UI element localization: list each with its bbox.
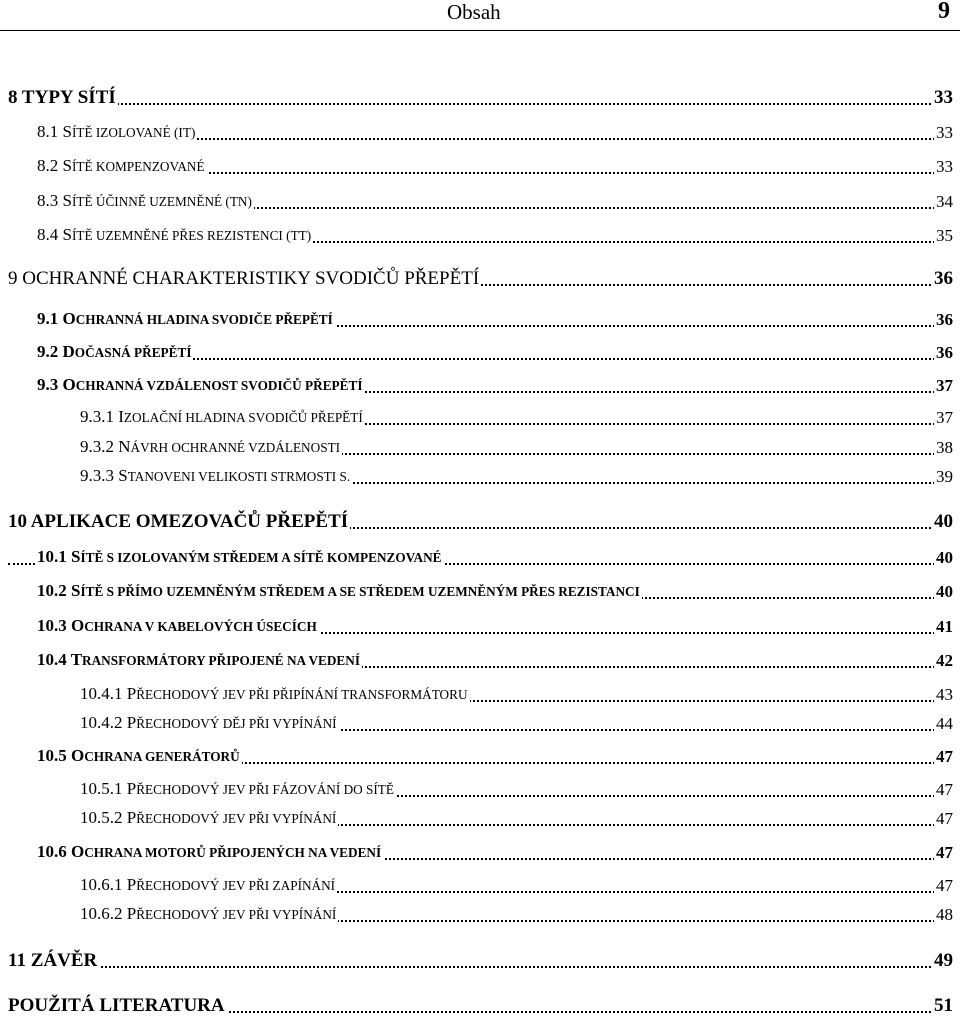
entry-title-initial: T (21, 87, 35, 108)
entry-title: ÍTĚ KOMPENZOVANÉ (71, 159, 205, 174)
entry-number: 10.1 (37, 547, 67, 566)
entry-title: CHRANNÁ HLADINA SVODIČE PŘEPĚTÍ (75, 312, 333, 327)
entry-title-initial: P (126, 779, 137, 798)
entry-number: 9 (8, 268, 18, 289)
entry-title-initial: P (8, 995, 20, 1016)
entry-page: 48 (934, 903, 953, 927)
entry-page: 33 (934, 121, 953, 145)
toc-entry[interactable] (0, 265, 960, 291)
toc-entry[interactable] (0, 222, 960, 248)
entry-number: 8.4 (37, 225, 59, 244)
entry-number: 10.5 (37, 746, 67, 765)
entry-title: ZOLAČNÍ HLADINA SVODIČŮ PŘEPĚTÍ (123, 410, 363, 425)
header-rule (0, 30, 960, 31)
toc-entry[interactable] (0, 463, 960, 489)
toc-entry[interactable] (0, 681, 960, 707)
entry-page: 47 (934, 874, 953, 898)
entry-title: APLIKACE OMEZOVAČŮ PŘEPĚTÍ (30, 511, 349, 532)
entry-number: 9.2 (37, 342, 59, 361)
toc-entry[interactable] (0, 647, 960, 673)
entry-title: ÍTĚ S IZOLOVANÝM STŘEDEM A SÍTĚ KOMPENZOVANÉ (80, 550, 442, 565)
toc-entry[interactable] (0, 188, 960, 214)
entry-title-initial: P (126, 684, 137, 703)
entry-page: 39 (934, 465, 953, 489)
toc-entry[interactable] (0, 153, 960, 179)
entry-number: 10.5.2 (80, 808, 123, 827)
entry-number: 9.3.3 (80, 466, 114, 485)
toc-entry[interactable] (0, 901, 960, 927)
entry-page: 44 (934, 712, 953, 736)
entry-title-initial: I (118, 407, 124, 426)
entry-title: ÁVĚR (43, 950, 98, 971)
entry-page: 34 (934, 190, 953, 214)
entry-number: 8.2 (37, 156, 59, 175)
entry-title: CHRANA GENERÁTORŮ (84, 749, 240, 764)
toc-entry[interactable] (0, 339, 960, 365)
entry-title-initial: P (126, 808, 137, 827)
toc-entry[interactable] (0, 805, 960, 831)
entry-page: 43 (934, 683, 953, 707)
entry-number: 10.6.1 (80, 875, 123, 894)
page-header (0, 0, 960, 30)
entry-title-initial: D (62, 342, 75, 361)
entry-page: 40 (934, 546, 953, 570)
entry-title: RANSFORMÁTORY PŘIPOJENÉ NA VEDENÍ (82, 653, 360, 668)
toc-entry[interactable] (0, 508, 960, 534)
toc-entry[interactable] (0, 306, 960, 332)
entry-number: 10.5.1 (80, 779, 123, 798)
entry-page: 40 (934, 580, 953, 604)
toc-entry[interactable] (0, 710, 960, 736)
toc-entry[interactable] (0, 839, 960, 865)
entry-title-initial: S (62, 156, 72, 175)
entry-page: 47 (934, 778, 953, 802)
entry-number: 10.6.2 (80, 904, 123, 923)
entry-page: 40 (934, 511, 953, 532)
entry-title: OUŽITÁ LITERATURA (19, 995, 225, 1016)
entry-number: 10.4 (37, 650, 67, 669)
entry-number: 9.3 (37, 375, 59, 394)
dot-leader (8, 966, 951, 968)
entry-title-initial: S (62, 191, 72, 210)
entry-page: 35 (934, 224, 953, 248)
entry-number: 10 (8, 511, 27, 532)
entry-title: ŘECHODOVÝ DĚJ PŘI VYPÍNÁNÍ (136, 716, 337, 731)
entry-page: 49 (934, 950, 953, 971)
toc-entry[interactable] (0, 119, 960, 145)
entry-number: 10.4.2 (80, 713, 123, 732)
entry-page: 47 (934, 807, 953, 831)
toc-entry[interactable] (0, 84, 960, 110)
toc-entry[interactable] (0, 434, 960, 460)
entry-title: ŘECHODOVÝ JEV PŘI ZAPÍNÁNÍ (136, 878, 336, 893)
dot-leader (8, 103, 951, 105)
entry-title-initial: N (118, 437, 131, 456)
header-page-number: 9 (938, 0, 950, 24)
entry-title: ÍTĚ IZOLOVANÉ (IT) (71, 125, 196, 140)
toc-entry[interactable] (0, 776, 960, 802)
entry-title: TANOVENI VELIKOSTI STRMOSTI S. (127, 469, 351, 484)
entry-title: OCHRANNÉ CHARAKTERISTIKY SVODIČŮ PŘEPĚTÍ (22, 268, 480, 289)
entry-number: 9.3.1 (80, 407, 114, 426)
entry-title: CHRANA V KABELOVÝCH ÚSECÍCH (84, 619, 317, 634)
entry-page: 42 (934, 649, 953, 673)
entry-page: 36 (934, 308, 953, 332)
entry-number: 10.3 (37, 616, 67, 635)
header-title: Obsah (447, 0, 501, 24)
entry-title: OČASNÁ PŘEPĚTÍ (74, 345, 192, 360)
entry-title: ŘECHODOVÝ JEV PŘI VYPÍNÁNÍ (136, 811, 337, 826)
toc-entry[interactable] (0, 578, 960, 604)
entry-page: 47 (934, 745, 953, 769)
entry-page: 38 (934, 436, 953, 460)
entry-page: 36 (934, 268, 953, 289)
entry-title: CHRANA MOTORŮ PŘIPOJENÝCH NA VEDENÍ (84, 845, 382, 860)
entry-title-initial: O (71, 616, 85, 635)
entry-page: 37 (934, 406, 953, 430)
entry-title: ÍTĚ S PŘÍMO UZEMNĚNÝM STŘEDEM A SE STŘEDEM UZEMNĚNÝM PŘES REZISTANCI (80, 584, 640, 599)
entry-title-initial: P (126, 875, 137, 894)
entry-title: ŘECHODOVÝ JEV PŘI FÁZOVÁNÍ DO SÍTĚ (136, 782, 394, 797)
toc-entry[interactable] (0, 613, 960, 639)
entry-title: ÁVRH OCHRANNÉ VZDÁLENOSTI (130, 440, 341, 455)
entry-title: ÍTĚ UZEMNĚNÉ PŘES REZISTENCI (TT) (71, 228, 312, 243)
toc-entry[interactable] (0, 743, 960, 769)
entry-title-initial: S (118, 466, 128, 485)
entry-title-initial: S (71, 547, 81, 566)
entry-title-initial: P (126, 904, 137, 923)
toc-entry[interactable] (0, 992, 960, 1018)
toc-entry[interactable] (0, 404, 960, 430)
entry-title-initial: O (62, 309, 76, 328)
entry-page: 36 (934, 341, 953, 365)
entry-number: 9.1 (37, 309, 59, 328)
entry-page: 41 (934, 615, 953, 639)
entry-title-initial: S (71, 581, 81, 600)
entry-number: 9.3.2 (80, 437, 114, 456)
toc-entry[interactable] (0, 947, 960, 973)
entry-title: ÍTĚ ÚČINNĚ UZEMNĚNÉ (TN) (71, 194, 252, 209)
entry-page: 51 (934, 995, 953, 1016)
entry-title: CHRANNÁ VZDÁLENOST SVODIČŮ PŘEPĚTÍ (75, 378, 363, 393)
entry-title-initial: S (62, 225, 72, 244)
entry-title-initial: T (70, 650, 83, 669)
entry-page: 33 (934, 87, 953, 108)
toc-entry[interactable] (0, 872, 960, 898)
entry-number: 8.1 (37, 122, 59, 141)
entry-title: ŘECHODOVÝ JEV PŘI PŘIPÍNÁNÍ TRANSFORMÁTORU (136, 687, 468, 702)
entry-number: 10.2 (37, 581, 67, 600)
entry-title-initial: P (126, 713, 137, 732)
entry-number: 11 (8, 950, 26, 971)
entry-title-initial: O (71, 746, 85, 765)
entry-title: ŘECHODOVÝ JEV PŘI VYPÍNÁNÍ (136, 907, 337, 922)
entry-page: 37 (934, 374, 953, 398)
entry-page: 47 (934, 841, 953, 865)
entry-title: YPY SÍTÍ (34, 87, 116, 108)
entry-title-initial: O (62, 375, 76, 394)
entry-page: 33 (934, 155, 953, 179)
toc-entry[interactable] (0, 372, 960, 398)
entry-number: 10.6 (37, 842, 67, 861)
toc-entry[interactable] (0, 544, 960, 570)
entry-number: 8.3 (37, 191, 59, 210)
entry-title-initial: S (62, 122, 72, 141)
entry-title-initial: O (71, 842, 85, 861)
entry-number: 8 (8, 87, 18, 108)
entry-number: 10.4.1 (80, 684, 123, 703)
entry-title-initial: Z (30, 950, 44, 971)
